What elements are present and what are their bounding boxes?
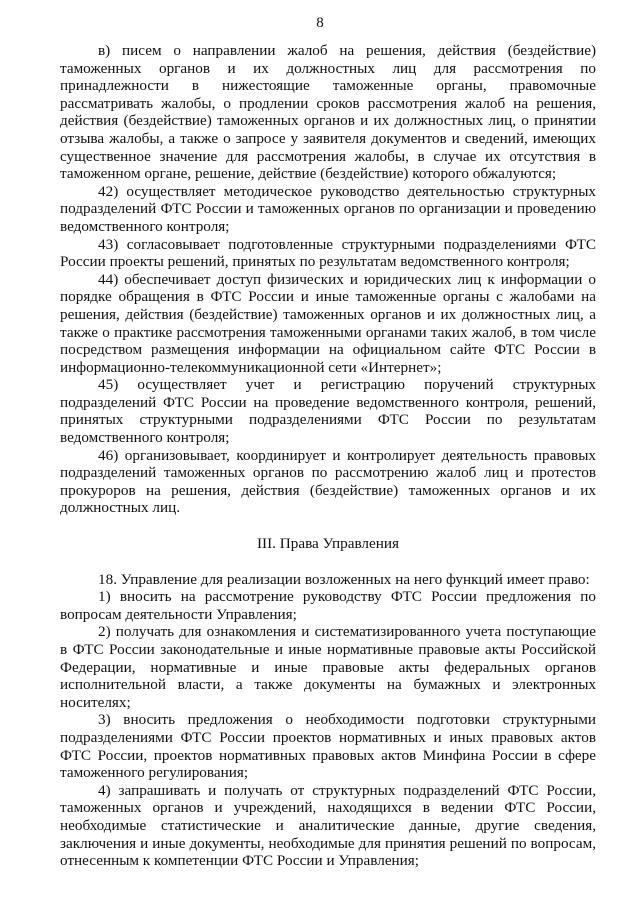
document-body bbox=[60, 42, 596, 870]
paragraph-right-2: 2) получать для ознакомления и систематизированного учета поступающие в ФТС России законодательные и иные нормативные правовые акты Российской Федерации, нормативные и иные правовые акты федеральных органов исполнительной власти, а также документы на бумажных и электронных носителях; bbox=[60, 623, 596, 711]
paragraph-item-43: 43) согласовывает подготовленные структурными подразделениями ФТС России проекты решений, принятых по результатам ведомственного контроля; bbox=[60, 235, 596, 271]
paragraph-right-4: 4) запрашивать и получать от структурных подразделений ФТС России, таможенных органов и учреждений, находящихся в ведении ФТС России, необходимые статистические и аналитические данные, другие сведения, заключения и иные документы, необходимые для принятия решений по вопросам, отнесенным к компетенции ФТС России и Управления; bbox=[60, 781, 596, 870]
paragraph-right-1: 1) вносить на рассмотрение руководству ФТС России предложения по вопросам деятельности Управления; bbox=[60, 588, 596, 623]
page-number: 8 bbox=[316, 15, 324, 31]
paragraph-right-3: 3) вносить предложения о необходимости подготовки структурными подразделениями ФТС России проектов нормативных и иных правовых актов ФТС России, проектов нормативных правовых актов Минфина России в сфере таможенного регулирования; bbox=[60, 711, 596, 782]
paragraph-item-44: 44) обеспечивает доступ физических и юридических лиц к информации о порядке обращения в ФТС России и иные таможенные органы с жалобами на решения, действия (бездействие) таможенных органов и их должностных лиц, а также о практике рассмотрения таможенными органами таких жалоб, в том числе посредством размещения информации на официальном сайте ФТС России в информационно-телекоммуникационной сети «Интернет»; bbox=[60, 270, 596, 376]
paragraph-item-42: 42) осуществляет методическое руководство деятельностью структурных подразделений ФТС России и таможенных органов по организации и проведению ведомственного контроля; bbox=[60, 182, 596, 235]
paragraph-item-v: в) писем о направлении жалоб на решения, действия (бездействие) таможенных органов и их должностных лиц для рассмотрения по принадлежности в нижестоящие таможенные органы, правомочные рассматривать жалобы, о продлении сроков рассмотрения жалоб на решения, действия (бездействие) таможенных органов и их должностных лиц, о принятии отзыва жалобы, а также о запросе у заявителя документов и сведений, имеющих существенное значение для рассмотрения жалобы, в случае их отсутствия в таможенном органе, решение, действие (бездействие) которого обжалуются; bbox=[60, 42, 596, 183]
paragraph-item-45: 45) осуществляет учет и регистрацию поручений структурных подразделений ФТС России на проведение ведомственного контроля, решений, принятых структурными подразделениями ФТС России по результатам ведомственного контроля; bbox=[60, 376, 596, 447]
paragraph-item-46: 46) организовывает, координирует и контролирует деятельность правовых подразделений таможенных органов по рассмотрению жалоб лиц и протестов прокуроров на решения, действия (бездействие) таможенных органов и их должностных лиц. bbox=[60, 446, 596, 517]
paragraph-item-18: 18. Управление для реализации возложенных на него функций имеет право: bbox=[98, 570, 590, 588]
section-heading: III. Права Управления bbox=[257, 535, 399, 553]
